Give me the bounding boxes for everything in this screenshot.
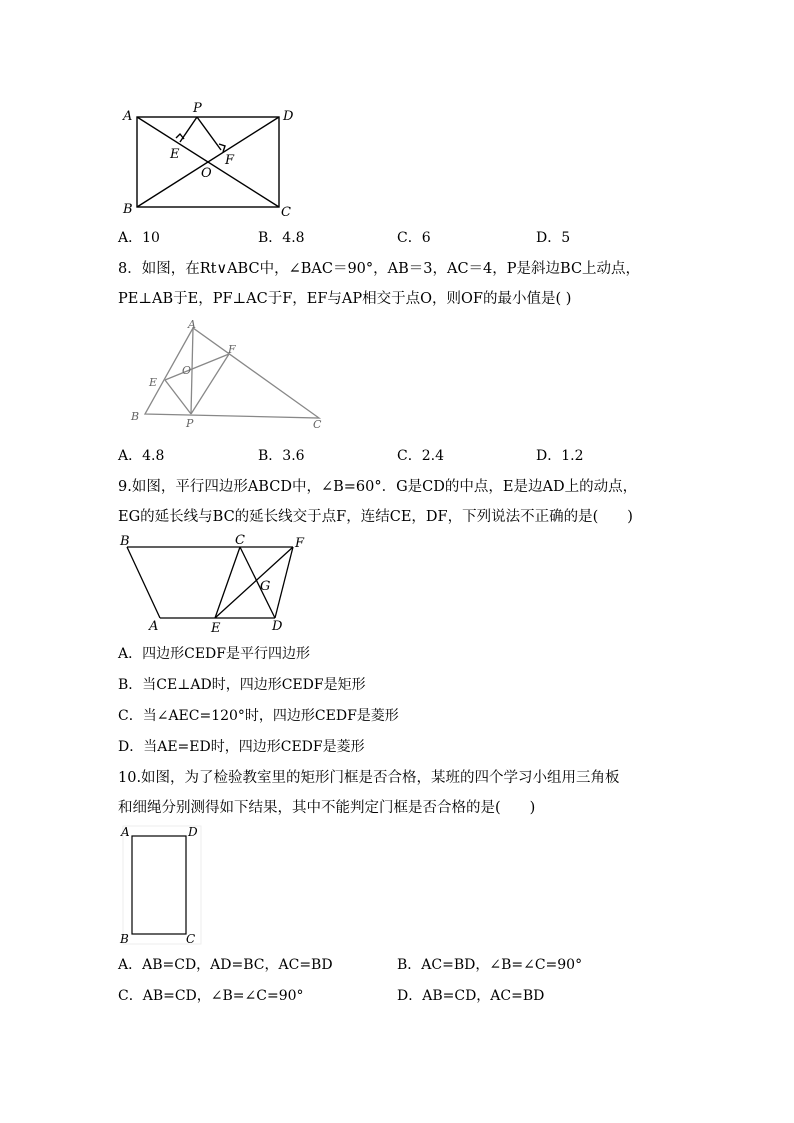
q7-label-a: A xyxy=(123,109,133,124)
q10-label-b: B xyxy=(120,932,129,946)
q9-option-b[interactable]: B．当CE⊥AD时，四边形CEDF是矩形 xyxy=(118,677,366,693)
q9-stem-line1: 9.如图，平行四边形ABCD中，∠B=60°．G是CD的中点，E是边AD上的动点， xyxy=(118,479,638,495)
q8-option-b[interactable]: B．3.6 xyxy=(258,448,305,464)
q8-label-c: C xyxy=(313,418,322,431)
q10-stem-line2: 和细绳分别测得如下结果，其中不能判定门框是否合格的是( ) xyxy=(118,800,536,816)
q7-label-b: B xyxy=(123,202,133,217)
q9-label-b: B xyxy=(120,534,130,549)
q9-option-c[interactable]: C．当∠AEC=120°时，四边形CEDF是菱形 xyxy=(118,708,399,724)
q9-option-a[interactable]: A．四边形CEDF是平行四边形 xyxy=(118,646,310,662)
q9-figure xyxy=(115,530,315,635)
q8-label-a: A xyxy=(188,318,196,331)
q8-figure xyxy=(125,318,330,433)
q8-label-b: B xyxy=(131,410,140,423)
q9-label-d: D xyxy=(272,619,283,634)
q8-stem-line1: 8．如图，在Rt∨ABC中，∠BAC＝90°，AB＝3，AC＝4，P是斜边BC上动点， xyxy=(118,261,641,277)
q10-option-d[interactable]: D．AB=CD，AC=BD xyxy=(397,988,545,1004)
q7-figure xyxy=(115,98,300,223)
q10-stem-line1: 10.如图，为了检验教室里的矩形门框是否合格，某班的四个学习小组用三角板 xyxy=(118,770,620,786)
q8-label-e: E xyxy=(149,376,158,389)
q10-label-a: A xyxy=(121,825,130,839)
q7-option-a[interactable]: A．10 xyxy=(118,230,160,246)
q9-label-g: G xyxy=(260,579,271,594)
q9-label-f: F xyxy=(295,536,305,551)
q9-label-a: A xyxy=(149,619,159,634)
q7-option-b[interactable]: B．4.8 xyxy=(258,230,305,246)
q7-label-f: F xyxy=(225,153,235,168)
q8-label-o: O xyxy=(182,364,192,377)
q9-label-e: E xyxy=(211,621,221,635)
q10-option-b[interactable]: B．AC=BD，∠B=∠C=90° xyxy=(397,957,583,973)
q9-stem-line2: EG的延长线与BC的延长线交于点F，连结CE，DF，下列说法不正确的是( ) xyxy=(118,509,633,525)
q10-figure xyxy=(115,822,210,947)
q10-label-c: C xyxy=(186,932,196,946)
q7-label-o: O xyxy=(201,166,212,181)
q7-option-c[interactable]: C．6 xyxy=(397,230,431,246)
q7-label-d: D xyxy=(283,109,294,124)
q10-option-c[interactable]: C．AB=CD，∠B=∠C=90° xyxy=(118,988,304,1004)
q8-label-f: F xyxy=(228,343,236,356)
q9-option-d[interactable]: D．当AE=ED时，四边形CEDF是菱形 xyxy=(118,739,365,755)
q9-label-c: C xyxy=(235,533,245,548)
q8-label-p: P xyxy=(186,417,194,430)
q7-option-d[interactable]: D．5 xyxy=(536,230,571,246)
q10-label-d: D xyxy=(188,825,198,839)
q8-option-c[interactable]: C．2.4 xyxy=(397,448,444,464)
q7-label-c: C xyxy=(281,205,291,220)
q7-label-e: E xyxy=(170,147,180,162)
q8-stem-line2: PE⊥AB于E，PF⊥AC于F，EF与AP相交于点O，则OF的最小值是( ) xyxy=(118,291,572,307)
q8-option-d[interactable]: D．1.2 xyxy=(536,448,584,464)
q10-option-a[interactable]: A．AB=CD，AD=BC，AC=BD xyxy=(118,957,333,973)
q7-label-p: P xyxy=(193,101,202,116)
q8-option-a[interactable]: A．4.8 xyxy=(118,448,165,464)
